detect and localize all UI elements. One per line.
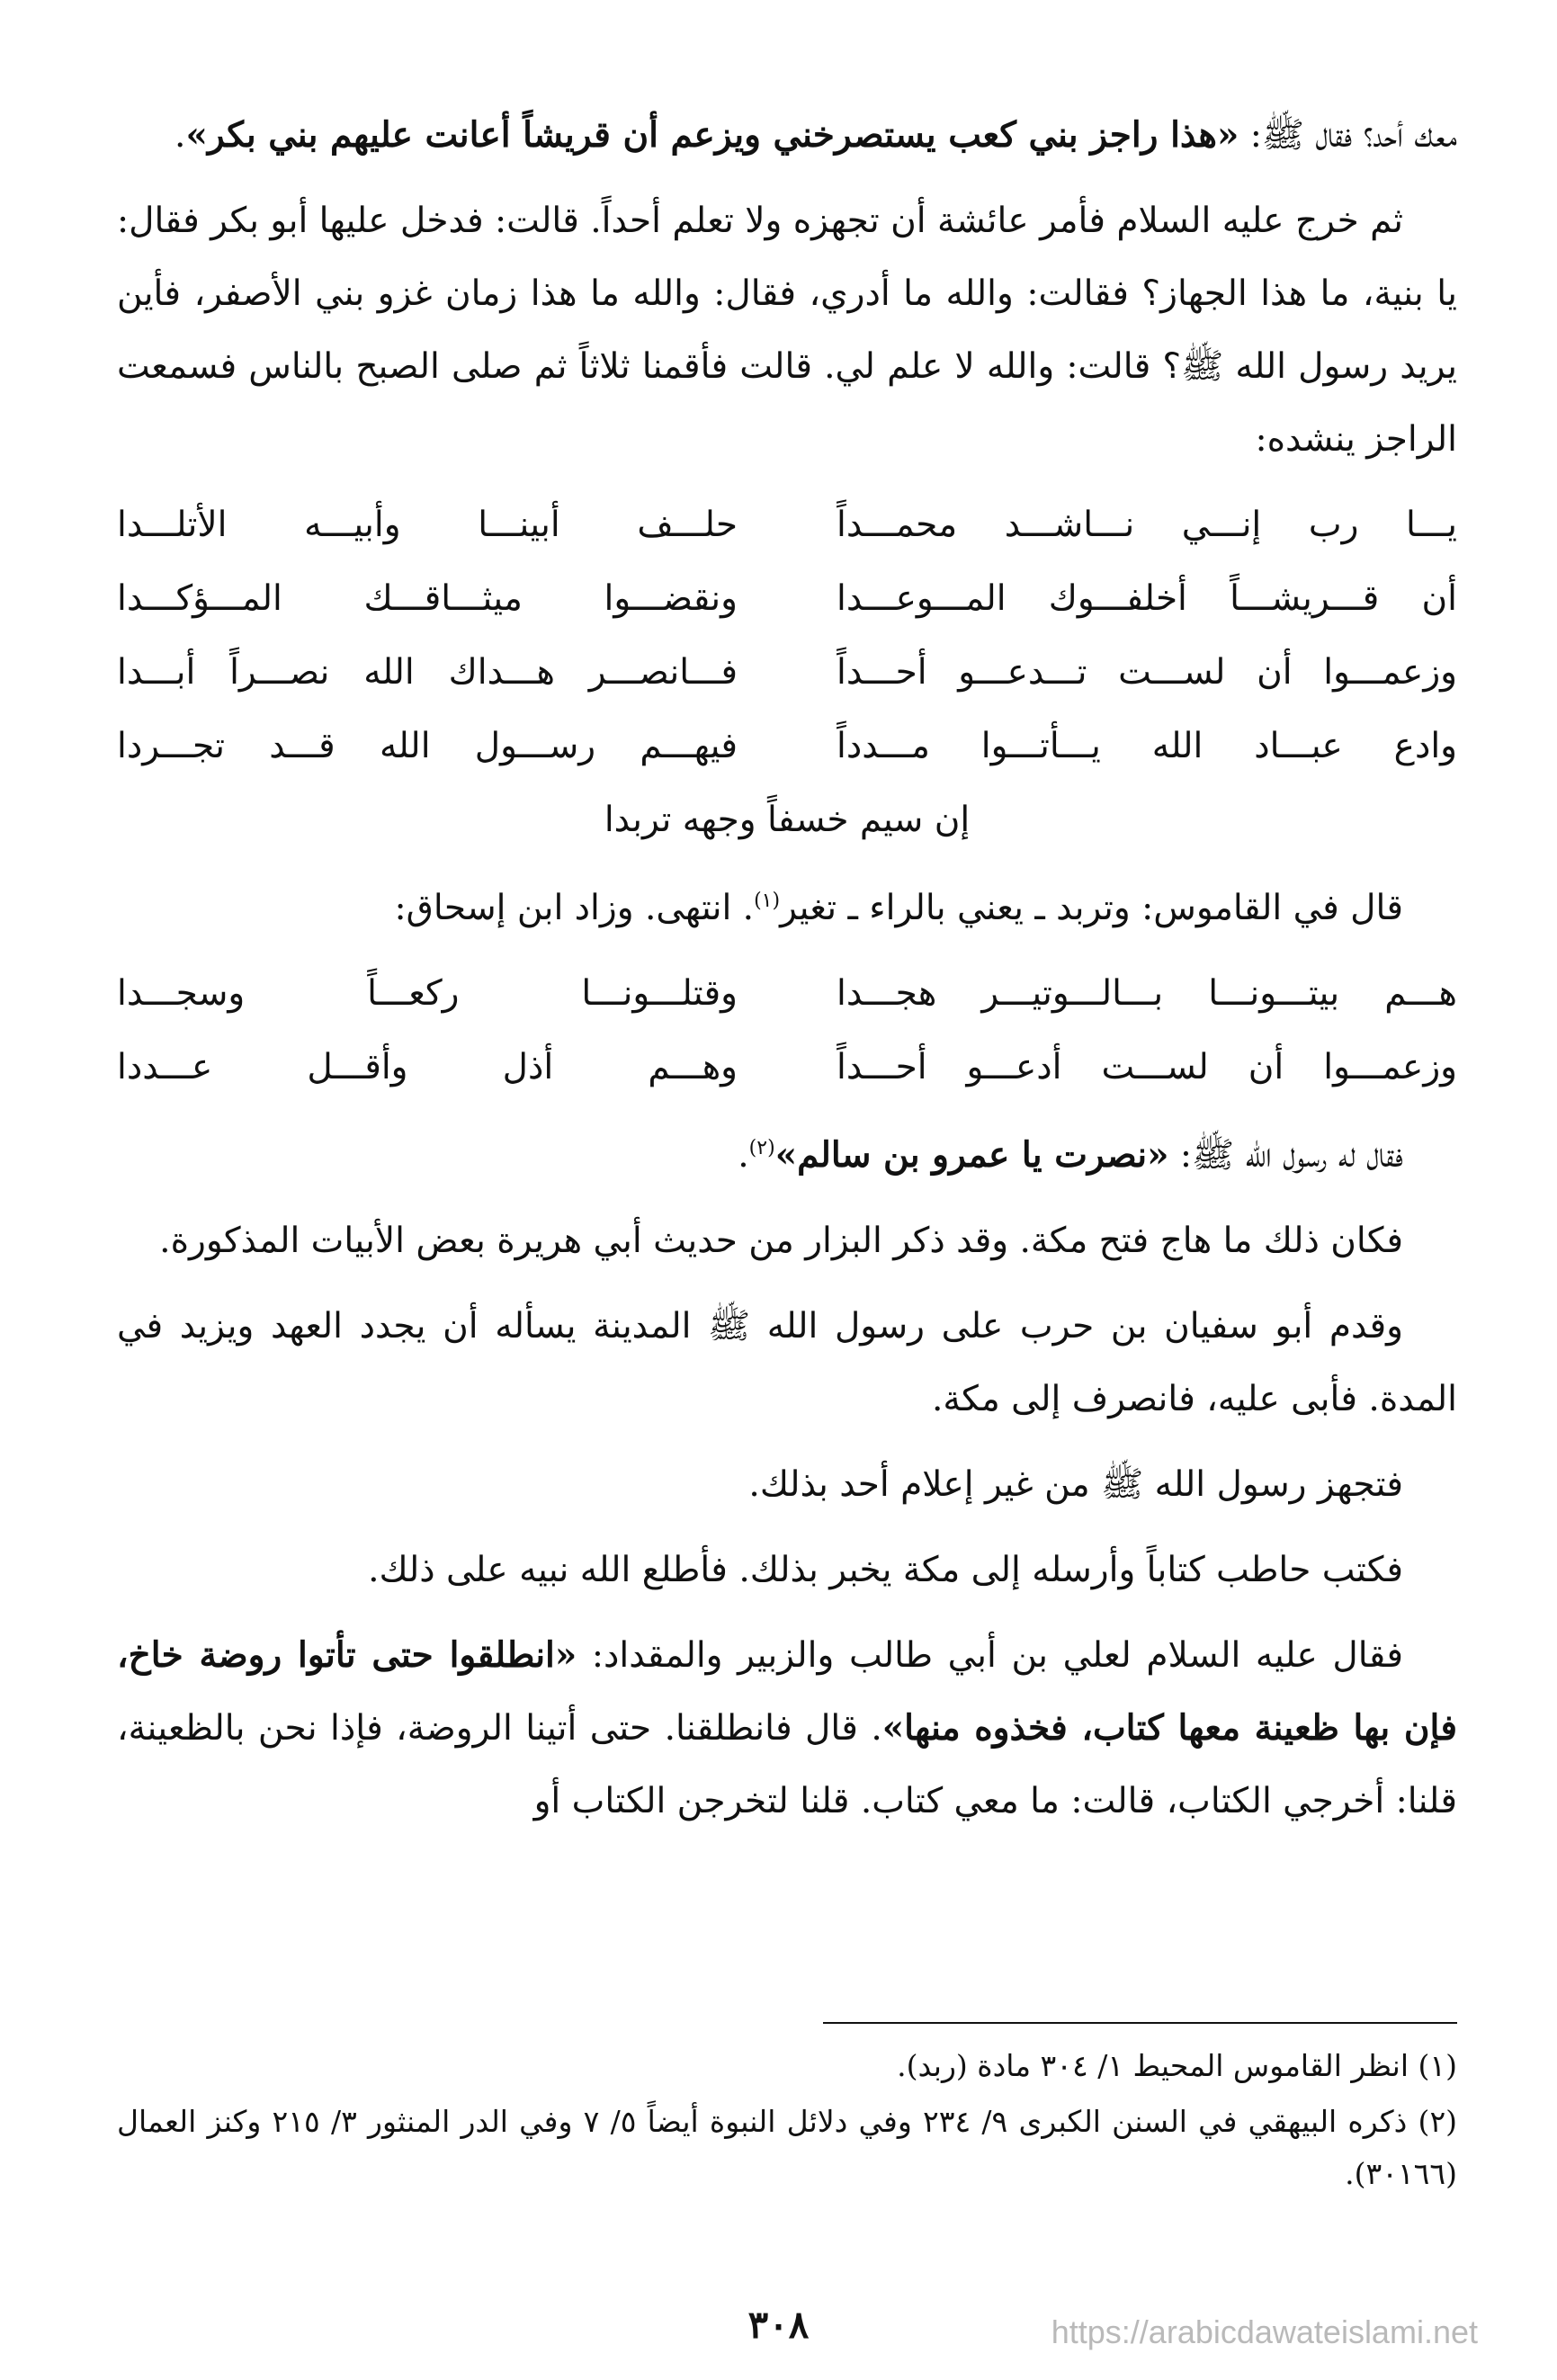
footnote-marker[interactable]: (٢) [748,1137,775,1159]
page-number: ٣٠٨ [747,2303,810,2347]
paragraph-7: فتجهز رسول الله ﷺ من غير إعلام أحد بذلك. [748,1464,1403,1505]
verse-second-hemistich: فـــانصـــر هـــداك الله نصـــراً أبـــدا [117,652,738,693]
verse-line [117,1031,1457,1105]
verse-first-hemistich: وزعمـــوا أن لســـت تـــدعـــو أحـــداً [837,652,1457,693]
footnote-separator [823,2022,1457,2024]
hadith-quote: «انطلقوا حتى تأتوا روضة خاخ، فإن بها ظعينة معها كتاب، فخذوه منها» [117,1634,1457,1749]
paragraph-9 [117,1619,1457,1838]
paragraph-text: معك أحد؟ فقال ﷺ: [1239,115,1457,156]
verse-first-hemistich: هـــم بيتـــونـــا بـــالـــوتيـــر هجـــدا [837,973,1457,1014]
verse-single-line: إن سيم خسفاً وجهه تربدا [604,800,971,840]
paragraph-3 [117,872,1457,944]
verse-first-hemistich: أن قـــريشـــاً أخلفـــوك المـــوعـــدا [837,578,1457,619]
paragraph-text: . [738,1135,749,1176]
hadith-quote: «هذا راجز بني كعب يستصرخني ويزعم أن قريشاً أعانت عليهم بني بكر» [185,114,1239,156]
verse-line [117,957,1457,1031]
verse-second-hemistich: فيهـــم رســـول الله قـــد تجـــردا [117,726,738,766]
poem-2 [117,957,1457,1105]
verse-first-hemistich: وادع عبـــاد الله يـــأتـــوا مـــدداً [837,726,1457,766]
paragraph-text: قال في القاموس: وتربد ـ يعني بالراء ـ تغير [780,888,1403,928]
paragraph-4 [117,1119,1457,1192]
paragraph-text: . [174,115,186,156]
paragraph-text: . قال فانطلقنا. حتى أتينا الروضة، فإذا نحن بالظعينة، قلنا: أخرجي الكتاب، قالت: ما معي كتاب. قلنا لتخرجن الكتاب أو [117,1708,1457,1821]
paragraph-text: فقال عليه السلام لعلي بن أبي طالب والزبير والمقداد: [577,1635,1403,1676]
footnote-1: (١) انظر القاموس المحيط ١/ ٣٠٤ مادة (ربد). [897,2048,1457,2083]
verse-second-hemistich: حلـــف أبينـــا وأبيـــه الأتلـــدا [117,505,738,545]
verse-first-hemistich: وزعمـــوا أن لســـت أدعـــو أحـــداً [837,1047,1457,1087]
verse-line [117,710,1457,783]
watermark-url[interactable]: https://arabicdawateislami.net [1051,2313,1478,2350]
paragraph-8: فكتب حاطب كتاباً وأرسله إلى مكة يخبر بذلك. فأطلع الله نبيه على ذلك. [368,1550,1403,1590]
paragraph-5: فكان ذلك ما هاج فتح مكة. وقد ذكر البزار من حديث أبي هريرة بعض الأبيات المذكورة. [159,1221,1403,1261]
verse-second-hemistich: ونقضـــوا ميثـــاقـــك المـــؤكـــدا [117,578,738,619]
footnote-2: (٢) ذكره البيهقي في السنن الكبرى ٩/ ٢٣٤ وفي دلائل النبوة أيضاً ٥/ ٧ وفي الدر المنثور ٣/ ٢١٥ وكنز العمال (٣٠١٦٦). [117,2104,1458,2191]
hadith-quote: «نصرت يا عمرو بن سالم» [774,1134,1169,1176]
verse-line [117,488,1457,562]
page-body [117,99,1457,1850]
poem-1 [117,488,1457,857]
verse-second-hemistich: وهـــم أذل وأقـــل عـــددا [117,1047,738,1087]
verse-line [117,562,1457,636]
paragraph-text: . انتهى. وزاد ابن إسحاق: [394,888,755,928]
paragraph-1 [117,99,1457,172]
footnotes [117,2040,1457,2204]
verse-second-hemistich: وقتلـــونـــا ركعـــاً وسجـــدا [117,973,738,1014]
verse-first-hemistich: يـــا رب إنـــي نـــاشـــد محمـــداً [837,505,1457,545]
footnote-marker[interactable]: (١) [754,890,781,912]
verse-line [117,636,1457,710]
paragraph-6: وقدم أبو سفيان بن حرب على رسول الله ﷺ المدينة يسأله أن يجدد العهد ويزيد في المدة. فأبى عليه، فانصرف إلى مكة. [117,1306,1457,1419]
paragraph-text: فقال له رسول الله ﷺ: [1168,1135,1403,1176]
paragraph-2: ثم خرج عليه السلام فأمر عائشة أن تجهزه ولا تعلم أحداً. قالت: فدخل عليها أبو بكر فقال: يا بنية، ما هذا الجهاز؟ فقالت: والله ما أدري، فقال: والله ما هذا زمان غزو بني الأصفر، فأين يريد رسول الله ﷺ؟ قالت: والله لا علم لي. قالت فأقمنا ثلاثاً ثم صلى الصبح بالناس فسمعت الراجز ينشده: [117,201,1457,460]
